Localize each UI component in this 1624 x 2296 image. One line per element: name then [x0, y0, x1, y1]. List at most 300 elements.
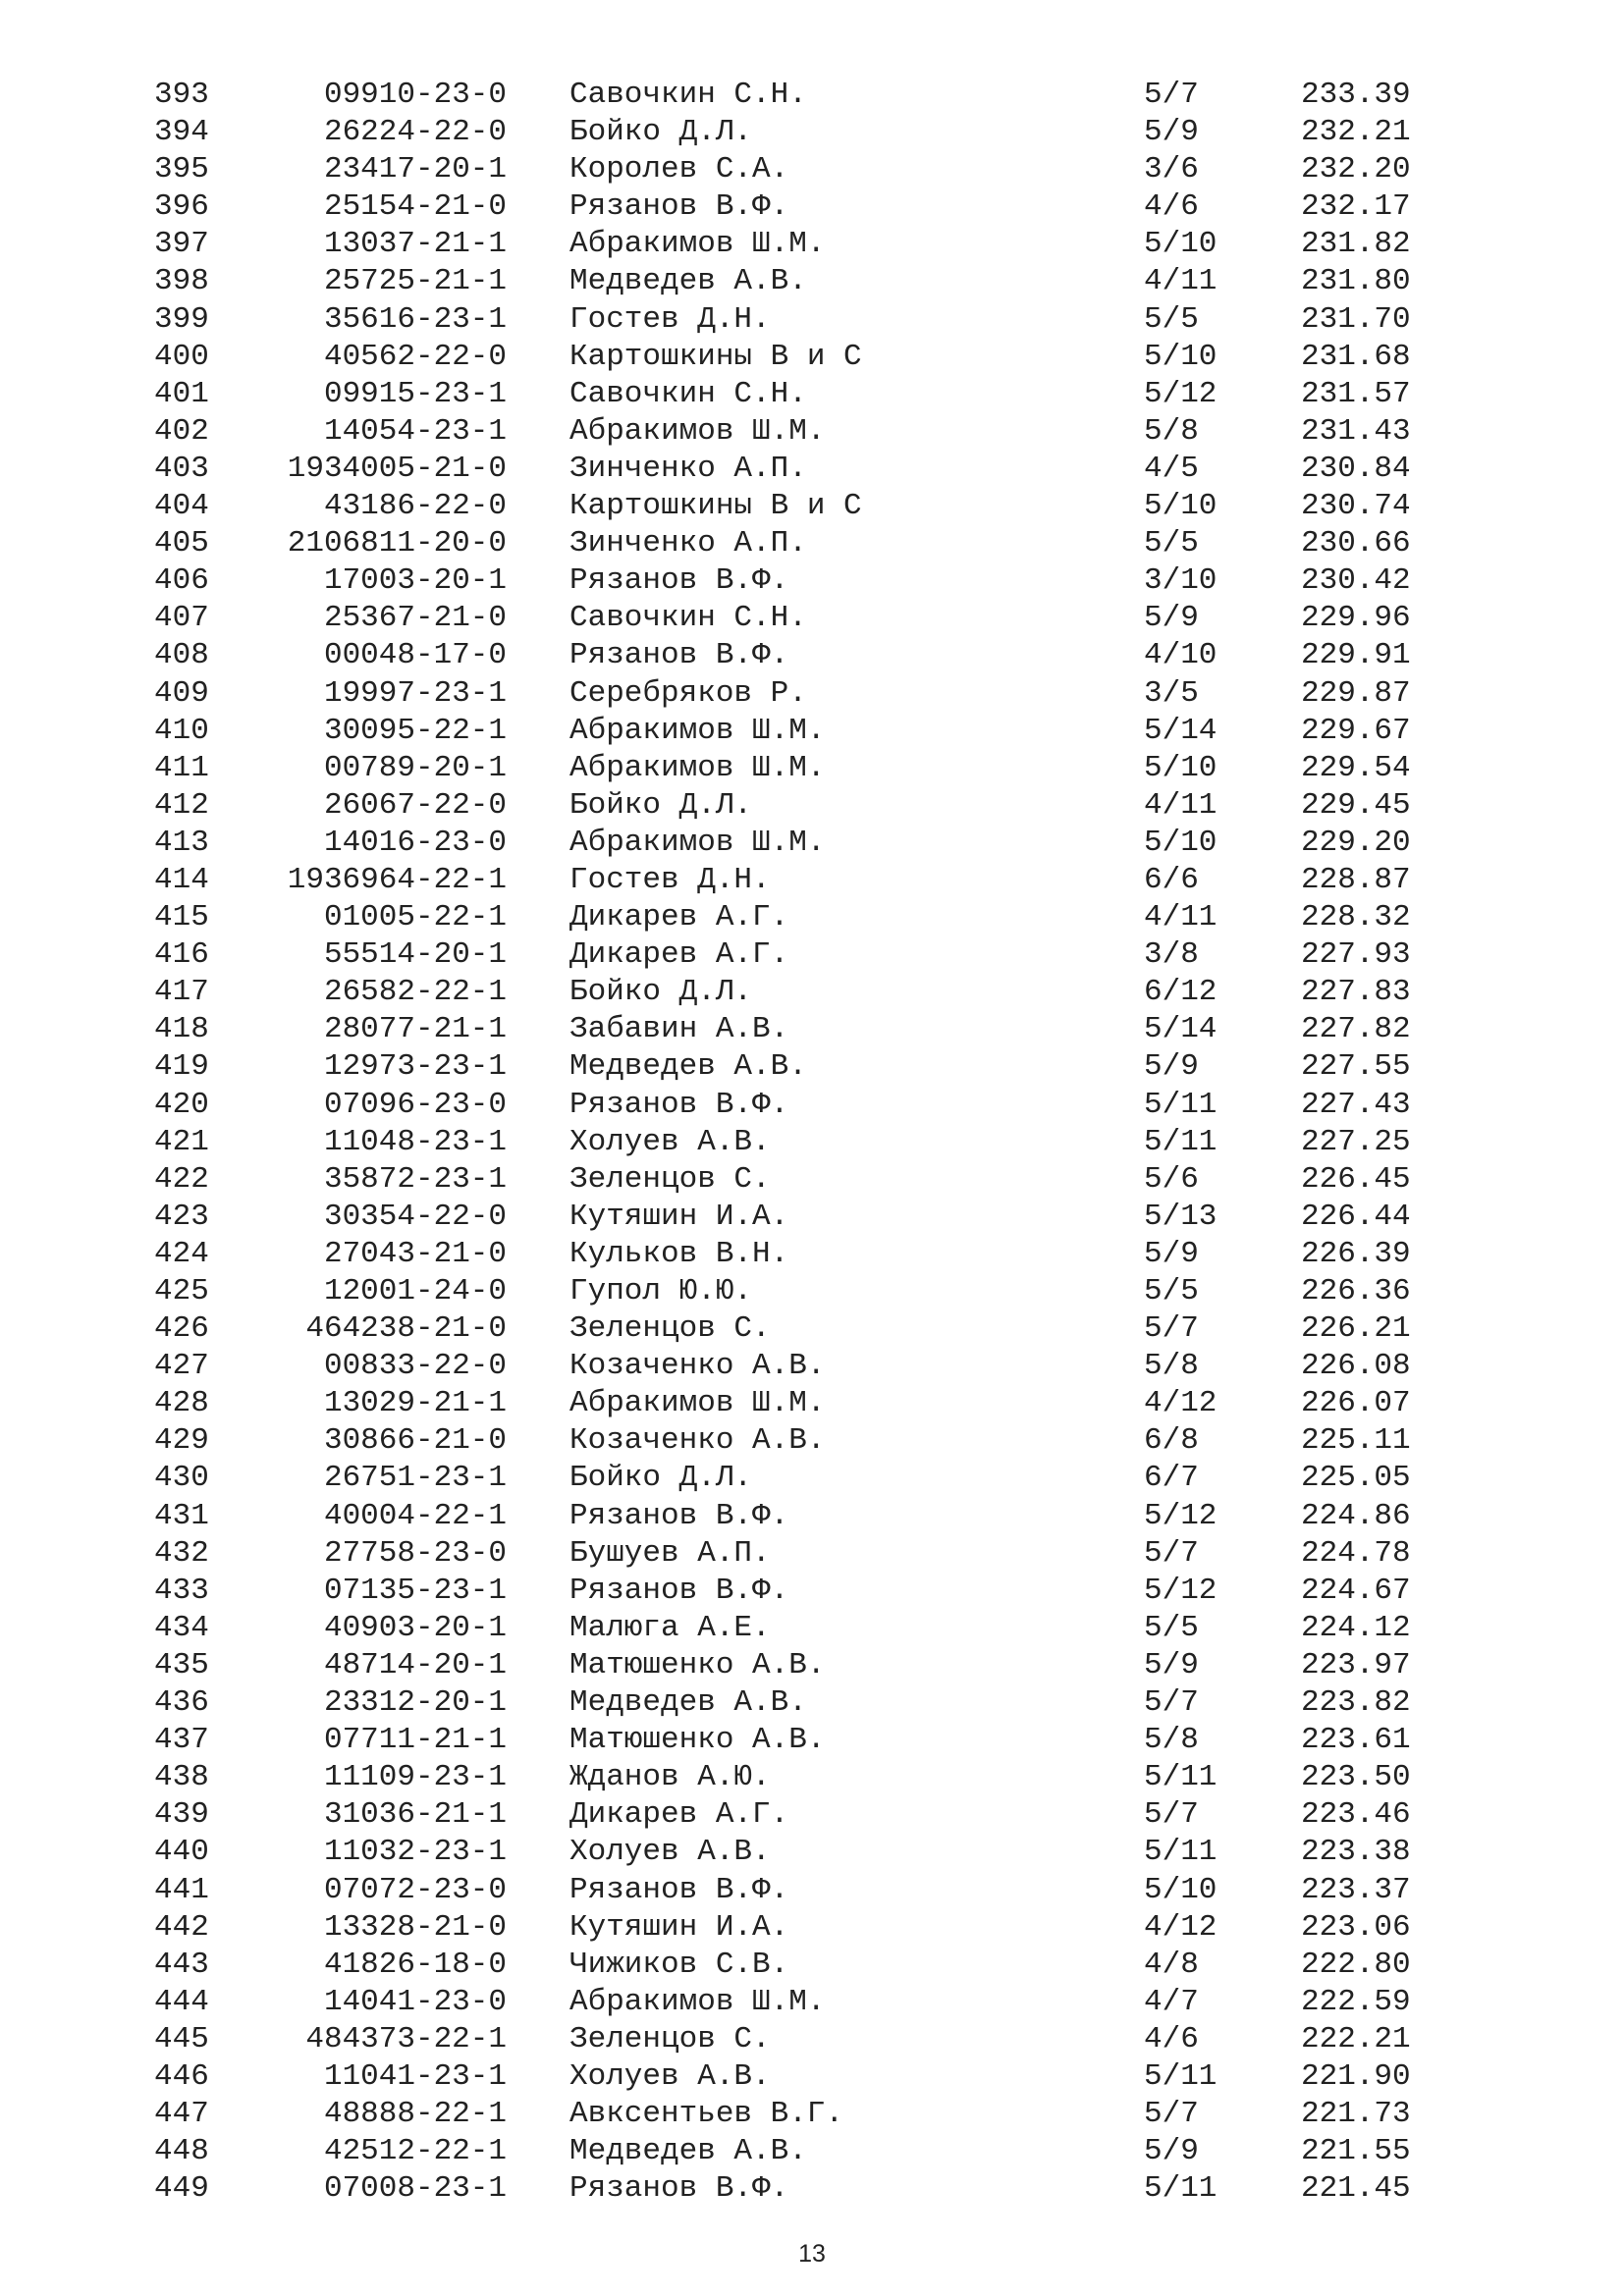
name-cell: Рязанов В.Ф. — [569, 1573, 789, 1608]
name-cell: Рязанов В.Ф. — [569, 638, 789, 673]
name-cell: Рязанов В.Ф. — [569, 189, 789, 225]
ratio-cell: 5/10 — [1144, 1872, 1218, 1907]
id-cell: 28077-21-1 — [323, 1012, 507, 1047]
rank-cell: 432 — [154, 1535, 209, 1571]
rank-cell: 418 — [154, 1012, 209, 1047]
rank-cell: 397 — [154, 227, 209, 262]
rank-cell: 411 — [154, 750, 209, 785]
name-cell: Зеленцов С. — [569, 1161, 771, 1197]
score-cell: 226.08 — [1301, 1349, 1411, 1384]
rank-cell: 404 — [154, 489, 209, 524]
table-row — [0, 1984, 1624, 2021]
rank-cell: 394 — [154, 115, 209, 150]
id-cell: 1936964-22-1 — [287, 862, 507, 897]
id-cell: 23312-20-1 — [323, 1685, 507, 1721]
ratio-cell: 5/10 — [1144, 339, 1218, 374]
rank-cell: 401 — [154, 376, 209, 411]
rank-cell: 398 — [154, 264, 209, 299]
rank-cell: 430 — [154, 1461, 209, 1496]
name-cell: Рязанов В.Ф. — [569, 1498, 789, 1533]
score-cell: 227.83 — [1301, 975, 1411, 1010]
score-cell: 223.38 — [1301, 1835, 1411, 1870]
rank-cell: 426 — [154, 1311, 209, 1347]
id-cell: 13037-21-1 — [323, 227, 507, 262]
table-row — [0, 488, 1624, 525]
id-cell: 26067-22-0 — [323, 787, 507, 823]
table-row — [0, 600, 1624, 637]
rank-cell: 402 — [154, 413, 209, 449]
id-cell: 13328-21-0 — [323, 1909, 507, 1945]
score-cell: 229.20 — [1301, 825, 1411, 860]
id-cell: 17003-20-1 — [323, 563, 507, 599]
score-cell: 227.55 — [1301, 1049, 1411, 1085]
score-cell: 229.54 — [1301, 750, 1411, 785]
ratio-cell: 4/11 — [1144, 787, 1218, 823]
table-row — [0, 1011, 1624, 1048]
id-cell: 40562-22-0 — [323, 339, 507, 374]
ratio-cell: 5/5 — [1144, 1274, 1199, 1308]
score-cell: 223.37 — [1301, 1872, 1411, 1907]
rank-cell: 440 — [154, 1835, 209, 1870]
table-row — [0, 637, 1624, 674]
ratio-cell: 4/8 — [1144, 1947, 1199, 1982]
name-cell: Гостев Д.Н. — [569, 301, 771, 337]
table-row — [0, 899, 1624, 936]
table-row — [0, 1498, 1624, 1535]
rank-cell: 407 — [154, 601, 209, 636]
name-cell: Бойко Д.Л. — [569, 787, 753, 823]
ratio-cell: 6/6 — [1144, 862, 1199, 897]
id-cell: 30866-21-0 — [323, 1423, 507, 1459]
table-row — [0, 1909, 1624, 1947]
rank-cell: 408 — [154, 638, 209, 673]
rank-cell: 439 — [154, 1797, 209, 1833]
table-row — [0, 1834, 1624, 1871]
ratio-cell: 5/7 — [1144, 1311, 1199, 1347]
name-cell: Савочкин С.Н. — [569, 376, 807, 411]
ratio-cell: 5/9 — [1144, 2134, 1199, 2169]
score-cell: 227.25 — [1301, 1124, 1411, 1159]
rank-cell: 441 — [154, 1872, 209, 1907]
ratio-cell: 6/12 — [1144, 975, 1218, 1010]
score-cell: 227.82 — [1301, 1012, 1411, 1047]
table-row — [0, 713, 1624, 750]
table-row — [0, 787, 1624, 825]
table-row — [0, 2058, 1624, 2096]
table-row — [0, 151, 1624, 188]
score-cell: 232.20 — [1301, 152, 1411, 187]
table-row — [0, 1759, 1624, 1796]
score-cell: 224.78 — [1301, 1535, 1411, 1571]
rank-cell: 395 — [154, 152, 209, 187]
rank-cell: 403 — [154, 451, 209, 486]
id-cell: 30354-22-0 — [323, 1199, 507, 1234]
id-cell: 00833-22-0 — [323, 1349, 507, 1384]
score-cell: 230.74 — [1301, 489, 1411, 524]
id-cell: 27043-21-0 — [323, 1236, 507, 1271]
rank-cell: 437 — [154, 1723, 209, 1758]
name-cell: Кутяшин И.А. — [569, 1199, 789, 1234]
table-row — [0, 2096, 1624, 2133]
name-cell: Зеленцов С. — [569, 2021, 771, 2056]
score-cell: 221.90 — [1301, 2058, 1411, 2094]
name-cell: Кульков В.Н. — [569, 1236, 789, 1271]
ratio-cell: 5/10 — [1144, 227, 1218, 262]
id-cell: 14016-23-0 — [323, 825, 507, 860]
table-row — [0, 451, 1624, 488]
name-cell: Жданов А.Ю. — [569, 1760, 771, 1795]
rank-cell: 443 — [154, 1947, 209, 1982]
ratio-cell: 5/5 — [1144, 526, 1199, 561]
ratio-cell: 5/12 — [1144, 1573, 1218, 1608]
id-cell: 19997-23-1 — [323, 675, 507, 711]
score-cell: 223.46 — [1301, 1797, 1411, 1833]
name-cell: Авксентьев В.Г. — [569, 2097, 844, 2132]
id-cell: 07135-23-1 — [323, 1573, 507, 1608]
name-cell: Бойко Д.Л. — [569, 115, 753, 150]
ratio-cell: 5/11 — [1144, 1087, 1218, 1122]
name-cell: Матюшенко А.В. — [569, 1723, 826, 1758]
rank-cell: 442 — [154, 1909, 209, 1945]
name-cell: Серебряков Р. — [569, 675, 807, 711]
id-cell: 01005-22-1 — [323, 900, 507, 935]
rank-cell: 431 — [154, 1498, 209, 1533]
page-number: 13 — [798, 2240, 826, 2268]
score-cell: 225.05 — [1301, 1461, 1411, 1496]
id-cell: 12973-23-1 — [323, 1049, 507, 1085]
name-cell: Кутяшин И.А. — [569, 1909, 789, 1945]
table-row — [0, 1647, 1624, 1684]
table-row — [0, 1236, 1624, 1273]
rank-cell: 445 — [154, 2021, 209, 2056]
rank-cell: 396 — [154, 189, 209, 225]
ratio-cell: 4/10 — [1144, 638, 1218, 673]
ratio-cell: 5/11 — [1144, 1835, 1218, 1870]
table-row — [0, 413, 1624, 451]
rank-cell: 427 — [154, 1349, 209, 1384]
table-row — [0, 114, 1624, 151]
score-cell: 222.80 — [1301, 1947, 1411, 1982]
id-cell: 00048-17-0 — [323, 638, 507, 673]
rank-cell: 409 — [154, 675, 209, 711]
ratio-cell: 5/8 — [1144, 1349, 1199, 1384]
rank-cell: 405 — [154, 526, 209, 561]
name-cell: Зеленцов С. — [569, 1311, 771, 1347]
rank-cell: 412 — [154, 787, 209, 823]
name-cell: Матюшенко А.В. — [569, 1647, 826, 1682]
rank-cell: 438 — [154, 1760, 209, 1795]
table-row — [0, 1722, 1624, 1759]
rank-cell: 434 — [154, 1610, 209, 1645]
score-cell: 229.87 — [1301, 675, 1411, 711]
name-cell: Абракимов Ш.М. — [569, 825, 826, 860]
table-row — [0, 1161, 1624, 1199]
id-cell: 26582-22-1 — [323, 975, 507, 1010]
ratio-cell: 6/7 — [1144, 1461, 1199, 1496]
id-cell: 11109-23-1 — [323, 1760, 507, 1795]
id-cell: 41826-18-0 — [323, 1947, 507, 1982]
id-cell: 35616-23-1 — [323, 301, 507, 337]
id-cell: 40004-22-1 — [323, 1498, 507, 1533]
ratio-cell: 5/10 — [1144, 825, 1218, 860]
name-cell: Чижиков С.В. — [569, 1947, 789, 1982]
table-row — [0, 1573, 1624, 1610]
score-cell: 224.12 — [1301, 1610, 1411, 1645]
id-cell: 55514-20-1 — [323, 937, 507, 973]
id-cell: 11032-23-1 — [323, 1835, 507, 1870]
rank-cell: 414 — [154, 862, 209, 897]
ratio-cell: 4/6 — [1144, 189, 1199, 225]
rank-cell: 425 — [154, 1274, 209, 1308]
ratio-cell: 5/12 — [1144, 376, 1218, 411]
rank-cell: 417 — [154, 975, 209, 1010]
ratio-cell: 5/13 — [1144, 1199, 1218, 1234]
score-cell: 233.39 — [1301, 78, 1411, 112]
score-cell: 222.59 — [1301, 1984, 1411, 2019]
score-cell: 222.21 — [1301, 2021, 1411, 2056]
score-cell: 229.45 — [1301, 787, 1411, 823]
table-row — [0, 862, 1624, 899]
id-cell: 25367-21-0 — [323, 601, 507, 636]
name-cell: Абракимов Ш.М. — [569, 1386, 826, 1421]
name-cell: Медведев А.В. — [569, 2134, 807, 2169]
rank-cell: 413 — [154, 825, 209, 860]
ratio-cell: 4/11 — [1144, 900, 1218, 935]
table-row — [0, 1048, 1624, 1086]
ratio-cell: 5/6 — [1144, 1161, 1199, 1197]
score-cell: 226.36 — [1301, 1274, 1411, 1308]
id-cell: 25154-21-0 — [323, 189, 507, 225]
name-cell: Абракимов Ш.М. — [569, 750, 826, 785]
name-cell: Бойко Д.Л. — [569, 975, 753, 1010]
ratio-cell: 5/14 — [1144, 1012, 1218, 1047]
ratio-cell: 5/9 — [1144, 115, 1199, 150]
score-cell: 231.70 — [1301, 301, 1411, 337]
id-cell: 31036-21-1 — [323, 1797, 507, 1833]
score-cell: 232.21 — [1301, 115, 1411, 150]
table-row — [0, 1535, 1624, 1573]
name-cell: Медведев А.В. — [569, 264, 807, 299]
name-cell: Абракимов Ш.М. — [569, 227, 826, 262]
score-cell: 228.87 — [1301, 862, 1411, 897]
id-cell: 484373-22-1 — [305, 2021, 507, 2056]
rank-cell: 446 — [154, 2058, 209, 2094]
id-cell: 42512-22-1 — [323, 2134, 507, 2169]
name-cell: Зинченко А.П. — [569, 451, 807, 486]
rank-cell: 423 — [154, 1199, 209, 1234]
score-cell: 226.21 — [1301, 1311, 1411, 1347]
rank-cell: 393 — [154, 78, 209, 112]
id-cell: 00789-20-1 — [323, 750, 507, 785]
name-cell: Малюга А.Е. — [569, 1610, 771, 1645]
score-cell: 232.17 — [1301, 189, 1411, 225]
id-cell: 12001-24-0 — [323, 1274, 507, 1308]
name-cell: Рязанов В.Ф. — [569, 1872, 789, 1907]
rank-cell: 447 — [154, 2097, 209, 2132]
id-cell: 2106811-20-0 — [287, 526, 507, 561]
score-cell: 221.73 — [1301, 2097, 1411, 2132]
table-row — [0, 1610, 1624, 1647]
id-cell: 07072-23-0 — [323, 1872, 507, 1907]
ratio-cell: 5/12 — [1144, 1498, 1218, 1533]
rank-cell: 419 — [154, 1049, 209, 1085]
id-cell: 11048-23-1 — [323, 1124, 507, 1159]
ratio-cell: 5/7 — [1144, 1535, 1199, 1571]
name-cell: Савочкин С.Н. — [569, 78, 807, 112]
ratio-cell: 5/9 — [1144, 1049, 1199, 1085]
ratio-cell: 5/7 — [1144, 1685, 1199, 1721]
name-cell: Холуев А.В. — [569, 2058, 771, 2094]
name-cell: Абракимов Ш.М. — [569, 1984, 826, 2019]
id-cell: 464238-21-0 — [305, 1311, 507, 1347]
ratio-cell: 5/10 — [1144, 750, 1218, 785]
name-cell: Бушуев А.П. — [569, 1535, 771, 1571]
name-cell: Дикарев А.Г. — [569, 1797, 789, 1833]
ratio-cell: 5/7 — [1144, 1797, 1199, 1833]
score-cell: 221.45 — [1301, 2171, 1411, 2207]
table-row — [0, 562, 1624, 600]
name-cell: Картошкины В и С — [569, 339, 862, 374]
score-cell: 226.44 — [1301, 1199, 1411, 1234]
table-row — [0, 1684, 1624, 1722]
rank-cell: 448 — [154, 2134, 209, 2169]
id-cell: 27758-23-0 — [323, 1535, 507, 1571]
ratio-cell: 4/12 — [1144, 1386, 1218, 1421]
table-row — [0, 1124, 1624, 1161]
table-row — [0, 936, 1624, 974]
table-row — [0, 77, 1624, 114]
table-row — [0, 1872, 1624, 1909]
ratio-cell: 4/6 — [1144, 2021, 1199, 2056]
score-cell: 231.80 — [1301, 264, 1411, 299]
ratio-cell: 6/8 — [1144, 1423, 1199, 1459]
rank-cell: 449 — [154, 2171, 209, 2207]
table-row — [0, 2021, 1624, 2058]
score-cell: 228.32 — [1301, 900, 1411, 935]
id-cell: 40903-20-1 — [323, 1610, 507, 1645]
name-cell: Медведев А.В. — [569, 1049, 807, 1085]
score-cell: 231.57 — [1301, 376, 1411, 411]
score-cell: 229.67 — [1301, 713, 1411, 748]
name-cell: Рязанов В.Ф. — [569, 2171, 789, 2207]
name-cell: Гостев Д.Н. — [569, 862, 771, 897]
ratio-cell: 5/11 — [1144, 2058, 1218, 2094]
score-cell: 223.06 — [1301, 1909, 1411, 1945]
score-cell: 226.45 — [1301, 1161, 1411, 1197]
ratio-cell: 5/9 — [1144, 1236, 1199, 1271]
table-row — [0, 1199, 1624, 1236]
score-cell: 226.07 — [1301, 1386, 1411, 1421]
id-cell: 1934005-21-0 — [287, 451, 507, 486]
table-row — [0, 1273, 1624, 1310]
rank-cell: 406 — [154, 563, 209, 599]
table-row — [0, 2133, 1624, 2170]
id-cell: 26751-23-1 — [323, 1461, 507, 1496]
score-cell: 224.67 — [1301, 1573, 1411, 1608]
rank-cell: 429 — [154, 1423, 209, 1459]
id-cell: 09910-23-0 — [323, 78, 507, 112]
name-cell: Абракимов Ш.М. — [569, 713, 826, 748]
table-row — [0, 1460, 1624, 1497]
name-cell: Абракимов Ш.М. — [569, 413, 826, 449]
ratio-cell: 5/7 — [1144, 78, 1199, 112]
ratio-cell: 3/8 — [1144, 937, 1199, 973]
table-row — [0, 825, 1624, 862]
score-cell: 227.43 — [1301, 1087, 1411, 1122]
score-cell: 227.93 — [1301, 937, 1411, 973]
id-cell: 14054-23-1 — [323, 413, 507, 449]
score-cell: 224.86 — [1301, 1498, 1411, 1533]
id-cell: 07008-23-1 — [323, 2171, 507, 2207]
id-cell: 14041-23-0 — [323, 1984, 507, 2019]
rank-cell: 435 — [154, 1647, 209, 1682]
rank-cell: 415 — [154, 900, 209, 935]
id-cell: 35872-23-1 — [323, 1161, 507, 1197]
rank-cell: 433 — [154, 1573, 209, 1608]
table-row — [0, 188, 1624, 226]
id-cell: 13029-21-1 — [323, 1386, 507, 1421]
name-cell: Козаченко А.В. — [569, 1423, 826, 1459]
name-cell: Холуев А.В. — [569, 1124, 771, 1159]
rank-cell: 421 — [154, 1124, 209, 1159]
ratio-cell: 4/5 — [1144, 451, 1199, 486]
name-cell: Козаченко А.В. — [569, 1349, 826, 1384]
rank-cell: 444 — [154, 1984, 209, 2019]
table-row — [0, 263, 1624, 300]
ratio-cell: 3/5 — [1144, 675, 1199, 711]
id-cell: 07096-23-0 — [323, 1087, 507, 1122]
id-cell: 25725-21-1 — [323, 264, 507, 299]
ratio-cell: 5/9 — [1144, 1647, 1199, 1682]
name-cell: Холуев А.В. — [569, 1835, 771, 1870]
table-row — [0, 301, 1624, 339]
name-cell: Бойко Д.Л. — [569, 1461, 753, 1496]
score-cell: 230.42 — [1301, 563, 1411, 599]
rank-cell: 399 — [154, 301, 209, 337]
ratio-cell: 5/14 — [1144, 713, 1218, 748]
rank-cell: 436 — [154, 1685, 209, 1721]
ratio-cell: 5/9 — [1144, 601, 1199, 636]
ratio-cell: 5/7 — [1144, 2097, 1199, 2132]
rank-cell: 424 — [154, 1236, 209, 1271]
ratio-cell: 4/7 — [1144, 1984, 1199, 2019]
score-cell: 225.11 — [1301, 1423, 1411, 1459]
name-cell: Рязанов В.Ф. — [569, 563, 789, 599]
score-cell: 231.68 — [1301, 339, 1411, 374]
score-cell: 231.82 — [1301, 227, 1411, 262]
name-cell: Дикарев А.Г. — [569, 900, 789, 935]
table-row — [0, 1796, 1624, 1834]
ratio-cell: 5/11 — [1144, 1124, 1218, 1159]
name-cell: Дикарев А.Г. — [569, 937, 789, 973]
ratio-cell: 3/6 — [1144, 152, 1199, 187]
score-cell: 230.84 — [1301, 451, 1411, 486]
name-cell: Картошкины В и С — [569, 489, 862, 524]
ratio-cell: 5/5 — [1144, 301, 1199, 337]
table-row — [0, 974, 1624, 1011]
table-row — [0, 1947, 1624, 1984]
table-row — [0, 675, 1624, 713]
ratio-cell: 5/11 — [1144, 2171, 1218, 2207]
score-cell: 221.55 — [1301, 2134, 1411, 2169]
id-cell: 30095-22-1 — [323, 713, 507, 748]
name-cell: Зинченко А.П. — [569, 526, 807, 561]
table-row — [0, 1087, 1624, 1124]
score-cell: 223.50 — [1301, 1760, 1411, 1795]
rank-cell: 420 — [154, 1087, 209, 1122]
score-cell: 223.97 — [1301, 1647, 1411, 1682]
table-row — [0, 226, 1624, 263]
